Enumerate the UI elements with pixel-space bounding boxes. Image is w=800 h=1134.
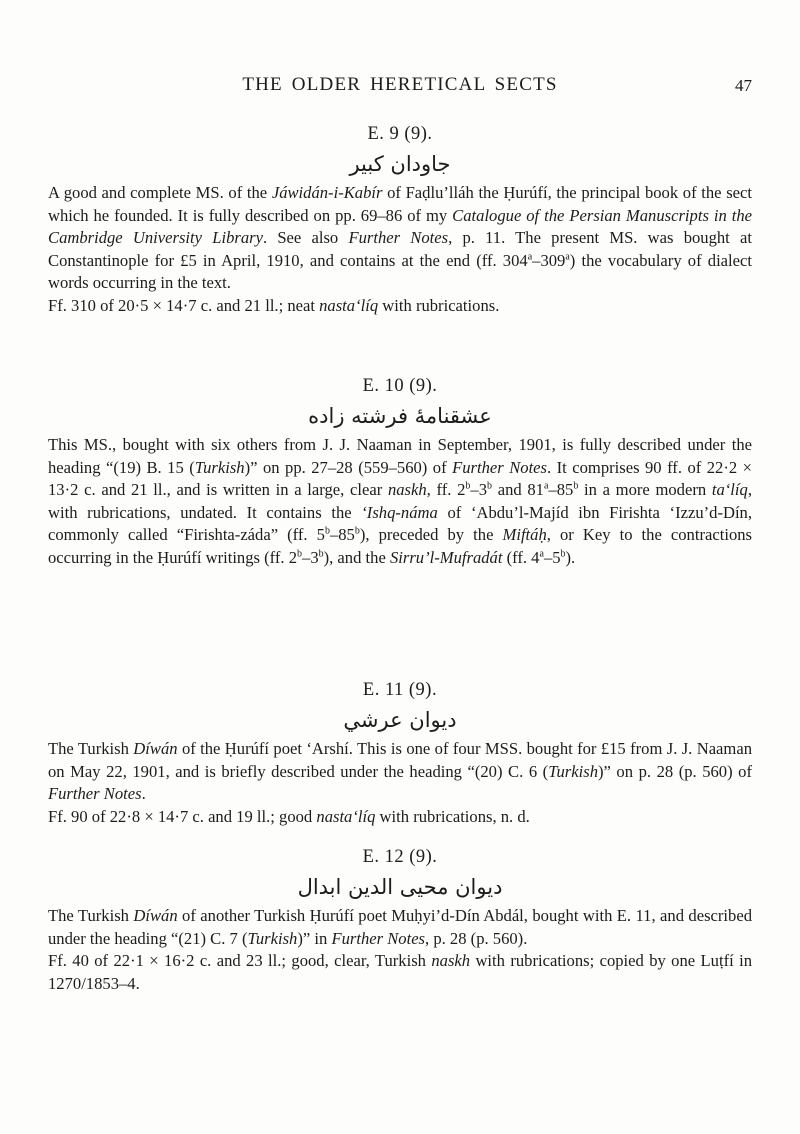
page-number: 47 bbox=[735, 76, 752, 95]
entry-physical-description: Ff. 90 of 22·8 × 14·7 c. and 19 ll.; good nasta‘líq with rubrications, n. d. bbox=[48, 806, 530, 826]
entry-arabic-title: ديوان محيى الدين ابدال bbox=[297, 875, 503, 899]
entry-description: This MS., bought with six others from J. J. Naaman in September, 1901, is fully described under the heading “(19) B. 15 (Turkish)” on pp. 27–28 (559–560) of Further Notes. It comprises 90 ff. of 22·2 × 13·2 c. and 21 ll., and is written in a large, clear naskh, ff. 2$^b$–3$^b$ and 81$^a$–85$^b$ in a more modern ta‘líq, with rubrications, undated. It contains the ‘Ishq-náma of ‘Abdu’l-Majíd ibn Firishta ‘Izzu’d-Dín, commonly called “Firishta-záda” (ff. 5$^b$–85$^b$), preceded by the Miftáḥ, or Key to the contractions occurring in the Ḥurúfí writings (ff. 2$^b$–3$^b$), and the Sirru’l-Mufradát (ff. 4$^a$–5$^b$). bbox=[48, 435, 753, 567]
entry-arabic-title: جاودان كبير bbox=[349, 152, 451, 176]
entry-e11 bbox=[48, 676, 752, 828]
entry-arabic-title: عشقنامهٔ فرشته زاده bbox=[308, 404, 492, 428]
entry-e12 bbox=[48, 843, 752, 995]
entry-e10 bbox=[48, 372, 752, 570]
entry-physical-description: Ff. 310 of 20·5 × 14·7 c. and 21 ll.; neat nasta‘líq with rubrications. bbox=[48, 295, 500, 315]
entry-description: The Turkish Díwán of the Ḥurúfí poet ‘Arshí. This is one of four MSS. bought for £15 from J. J. Naaman on May 22, 1901, and is briefly described under the heading “(20) C. 6 (Turkish)” on p. 28 (p. 560) of Further Notes. bbox=[48, 739, 753, 804]
entry-description: The Turkish Díwán of another Turkish Ḥurúfí poet Muḥyi’d-Dín Abdál, bought with E. 11, and described under the heading “(21) C. 7 (Turkish)” in Further Notes, p. 28 (p. 560). bbox=[48, 906, 752, 948]
entry-arabic-title: ديوان عرشي bbox=[343, 708, 457, 732]
entry-description: A good and complete MS. of the Jáwidán-i-Kabír of Faḍlu’lláh the Ḥurúfí, the principal book of the sect which he founded. It is fully described on pp. 69–86 of my Catalogue of the Persian Manuscripts in the Cambridge University Library. See also Further Notes, p. 11. The present MS. was bought at Constantinople for £5 in April, 1910, and contains at the end (ff. 304$^a$–309$^a$) the vocabulary of dialect words occurring in the text. bbox=[48, 183, 752, 293]
entry-shelfmark: E. 11 (9). bbox=[362, 680, 438, 700]
entry-shelfmark: E. 12 (9). bbox=[362, 847, 438, 867]
entry-physical-description: Ff. 40 of 22·1 × 16·2 c. and 23 ll.; good, clear, Turkish naskh with rubrications; copied by one Luṭfí in 1270/1853–4. bbox=[48, 951, 752, 993]
entry-shelfmark: E. 9 (9). bbox=[367, 124, 433, 144]
book-page bbox=[48, 0, 752, 1134]
page-header bbox=[48, 74, 752, 104]
running-title: THE OLDER HERETICAL SECTS bbox=[242, 74, 558, 95]
entry-e9 bbox=[48, 120, 752, 318]
entry-shelfmark: E. 10 (9). bbox=[362, 376, 438, 396]
